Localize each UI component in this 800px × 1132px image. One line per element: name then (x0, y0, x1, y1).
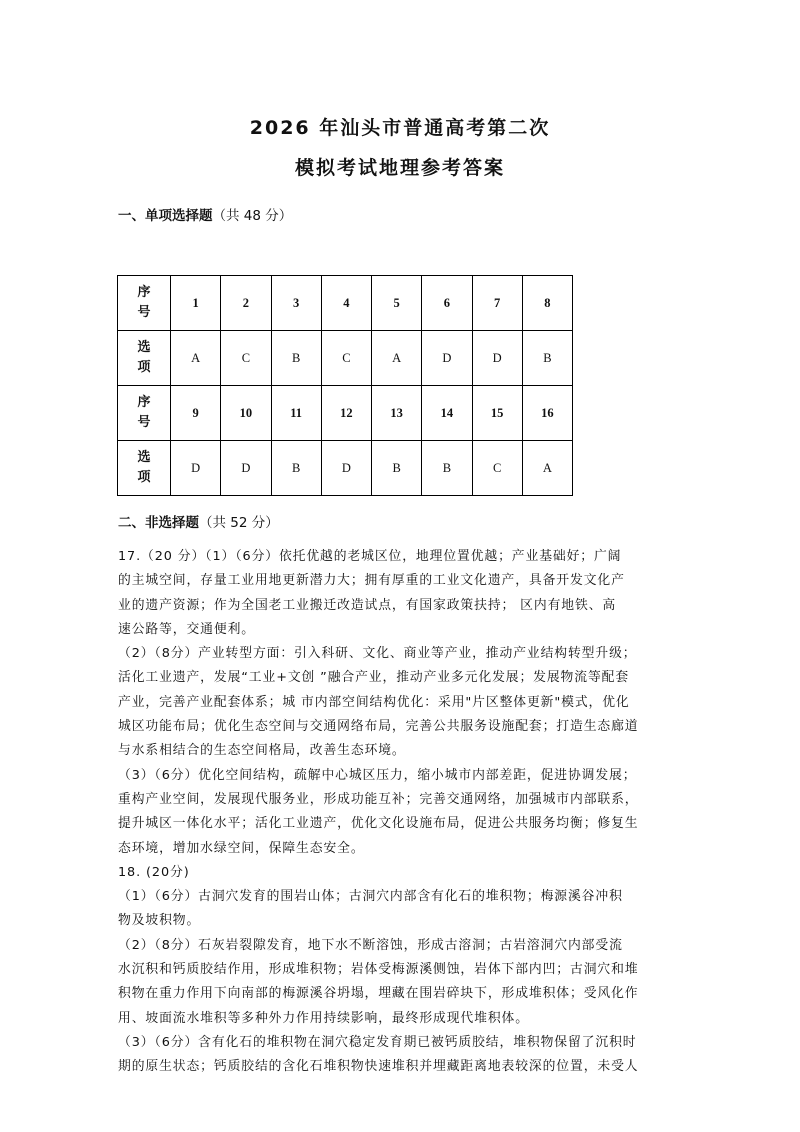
table-row (118, 386, 573, 441)
row-header-number: 序 号 (118, 276, 171, 331)
question-number: 14 (422, 386, 472, 441)
answer-cell: D (472, 331, 522, 386)
text-line: 的主城空间，存量工业用地更新潜力大；拥有厚重的工业文化遗产，具备开发文化产 (118, 573, 625, 589)
text-line: 态环境，增加水绿空间，保障生态安全。 (118, 840, 365, 856)
text-line: 活化工业遗产，发展“工业+文创 ”融合产业，推动产业多元化发展；发展物流等配套 (118, 670, 630, 686)
text-line: 用、坡面流水堆积等多种外力作用持续影响，最终形成现代堆积体。 (118, 1010, 529, 1026)
section-note: （共 52 分） (199, 515, 279, 531)
text-line: （2）（8分）石灰岩裂隙发育，地下水不断溶蚀，形成古溶洞；古岩溶洞穴内部受流 (118, 937, 623, 953)
text-line: （3）（6分）优化空间结构，疏解中心城区压力，缩小城市内部差距，促进协调发展； (118, 767, 637, 783)
section-heading-single-choice (118, 204, 292, 224)
text-line: 物及坡积物。 (118, 913, 201, 929)
text-line: 重构产业空间，发展现代服务业，形成功能互补；完善交通网络，加强城市内部联系， (118, 791, 639, 807)
answer-cell: C (472, 441, 522, 496)
text-line: 18. (20分) (118, 864, 190, 880)
question-number: 5 (372, 276, 422, 331)
text-line: （1）（6分）古洞穴发育的围岩山体；古洞穴内部含有化石的堆积物；梅源溪谷冲积 (118, 889, 623, 905)
answer-cell: B (271, 331, 321, 386)
text-line: 期的原生状态；钙质胶结的含化石堆积物快速堆积并埋藏距离地表较深的位置，未受人 (118, 1059, 639, 1075)
text-line: 速公路等，交通便利。 (118, 621, 255, 637)
question-number: 9 (171, 386, 221, 441)
answer-cell: C (321, 331, 371, 386)
answer-cell: D (221, 441, 271, 496)
answer-cell: D (422, 331, 472, 386)
text-line: 提升城区一体化水平；活化工业遗产，优化文化设施布局，促进公共服务均衡；修复生 (118, 816, 639, 832)
question-number: 16 (522, 386, 572, 441)
question-number: 11 (271, 386, 321, 441)
page-subtitle: 模拟考试地理参考答案 (294, 157, 505, 179)
question-number: 4 (321, 276, 371, 331)
answer-cell: D (171, 441, 221, 496)
table-row (118, 441, 573, 496)
section-note: （共 48 分） (212, 208, 293, 224)
table-row (118, 276, 573, 331)
section-label: 二、非选择题 (118, 515, 199, 531)
table-row (118, 331, 573, 386)
question-number: 7 (472, 276, 522, 331)
answer-cell: A (522, 441, 572, 496)
text-line: 产业，完善产业配套体系；城 市内部空间结构优化：采用"片区整体更新"模式，优化 (118, 694, 630, 710)
text-line: 积物在重力作用下向南部的梅源溪谷坍塌，埋藏在围岩碎块下，形成堆积体；受风化作 (118, 986, 639, 1002)
text-line: （2）（8分）产业转型方面：引入科研、文化、商业等产业，推动产业结构转型升级； (118, 646, 637, 662)
answer-cell: D (321, 441, 371, 496)
text-line: 与水系相结合的生态空间格局，改善生态环境。 (118, 743, 406, 759)
question-number: 15 (472, 386, 522, 441)
answer-cell: B (372, 441, 422, 496)
answer-cell: A (171, 331, 221, 386)
row-header-number: 序 号 (118, 386, 171, 441)
question-number: 2 (221, 276, 271, 331)
question-number: 12 (321, 386, 371, 441)
question-number: 13 (372, 386, 422, 441)
question-number: 3 (271, 276, 321, 331)
answer-cell: B (522, 331, 572, 386)
text-line: 水沉积和钙质胶结作用，形成堆积物；岩体受梅源溪侧蚀，岩体下部内凹；古洞穴和堆 (118, 962, 639, 978)
answer-table (117, 275, 573, 496)
question-number: 10 (221, 386, 271, 441)
answer-cell: B (271, 441, 321, 496)
answer-cell: A (372, 331, 422, 386)
answer-cell: C (221, 331, 271, 386)
section-heading-non-choice (118, 511, 279, 531)
row-header-option: 选 项 (118, 441, 171, 496)
answer-body (118, 545, 684, 1080)
text-line: 城区功能布局；优化生态空间与交通网络布局，完善公共服务设施配套；打造生态廊道 (118, 719, 639, 735)
question-number: 6 (422, 276, 472, 331)
answer-cell: B (422, 441, 472, 496)
section-label: 一、单项选择题 (118, 208, 213, 224)
text-line: （3）（6分）含有化石的堆积物在洞穴稳定发育期已被钙质胶结，堆积物保留了沉积时 (118, 1034, 637, 1050)
question-number: 1 (171, 276, 221, 331)
question-number: 8 (522, 276, 572, 331)
row-header-option: 选 项 (118, 331, 171, 386)
page-title: 2026 年汕头市普通高考第二次 (249, 117, 551, 139)
text-line: 业的遗产资源；作为全国老工业搬迁改造试点，有国家政策扶持； 区内有地铁、高 (118, 597, 617, 613)
text-line: 17.（20 分）（1）（6分）依托优越的老城区位，地理位置优越；产业基础好；广阔 (118, 549, 622, 564)
